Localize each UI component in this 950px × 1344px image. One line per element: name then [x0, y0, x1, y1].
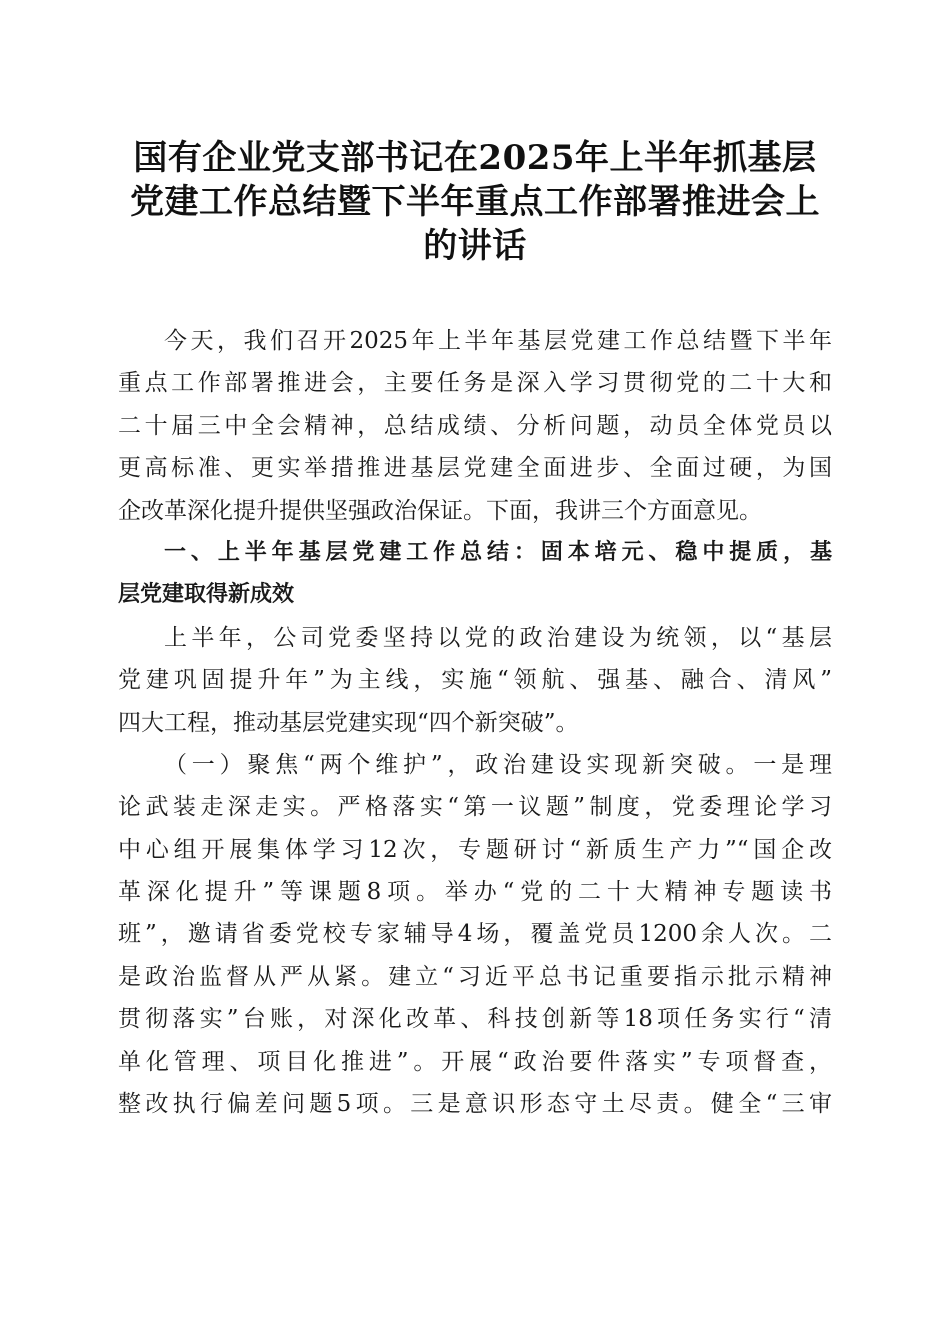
- text-line: 中心组开展集体学习12次，专题研讨“新质生产力”“国企改: [118, 836, 832, 863]
- document-body: [118, 320, 832, 1125]
- text-line: 党建巩固提升年”为主线，实施“领航、强基、融合、清风”: [118, 667, 832, 694]
- title-line: 的讲话: [423, 226, 527, 266]
- document-title: [118, 136, 832, 268]
- text-line: 企改革深化提升提供坚强政治保证。下面，我讲三个方面意见。: [118, 497, 762, 524]
- text-line: 四大工程，推动基层党建实现“四个新突破”。: [118, 709, 579, 736]
- text-line: 更高标准、更实举措推进基层党建全面进步、全面过硬，为国: [118, 455, 832, 482]
- section-heading: [118, 532, 832, 617]
- title-line: 党建工作总结暨下半年重点工作部署推进会上: [130, 182, 820, 222]
- text-line: 上半年，公司党委坚持以党的政治建设为统领，以“基层: [164, 624, 832, 651]
- text-line: 今天，我们召开2025年上半年基层党建工作总结暨下半年: [164, 328, 832, 354]
- text-line: 重点工作部署推进会，主要任务是深入学习贯彻党的二十大和: [118, 370, 832, 397]
- subsection-paragraph: [118, 744, 832, 1126]
- text-line: 整改执行偏差问题5项。三是意识形态守土尽责。健全“三审: [118, 1091, 832, 1118]
- intro-paragraph: [118, 320, 832, 532]
- text-line: 论武装走深走实。严格落实“第一议题”制度，党委理论学习: [118, 794, 832, 821]
- summary-paragraph: [118, 617, 832, 744]
- heading-line: 层党建取得新成效: [118, 582, 295, 608]
- text-line: 贯彻落实”台账，对深化改革、科技创新等18项任务实行“清: [118, 1006, 832, 1033]
- text-line: 是政治监督从严从紧。建立“习近平总书记重要指示批示精神: [118, 963, 832, 990]
- text-line: 单化管理、项目化推进”。开展“政治要件落实”专项督查，: [118, 1048, 832, 1075]
- text-line: 革深化提升”等课题8项。举办“党的二十大精神专题读书: [118, 879, 832, 906]
- text-line: 二十届三中全会精神，总结成绩、分析问题，动员全体党员以: [118, 412, 832, 439]
- heading-line: 一、上半年基层党建工作总结：固本培元、稳中提质，基: [164, 539, 832, 565]
- text-line: （一）聚焦“两个维护”，政治建设实现新突破。一是理: [164, 751, 832, 778]
- title-line: 国有企业党支部书记在2025年上半年抓基层: [133, 138, 817, 178]
- text-line: 班”，邀请省委党校专家辅导4场，覆盖党员1200余人次。二: [118, 921, 832, 948]
